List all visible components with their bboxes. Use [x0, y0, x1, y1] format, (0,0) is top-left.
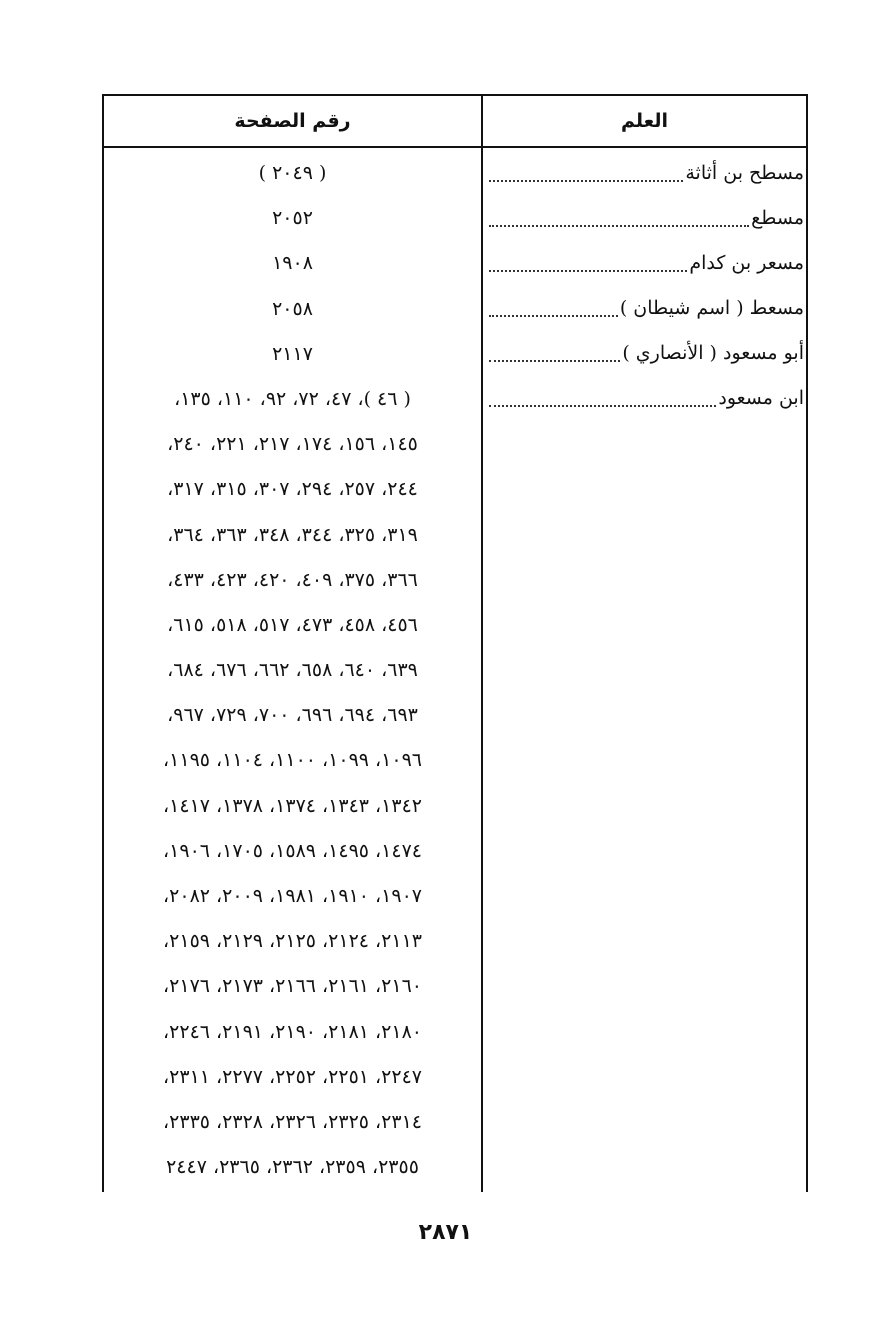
page-numbers-row: ٢١١٣، ٢١٢٤، ٢١٢٥، ٢١٢٩، ٢١٥٩، — [163, 930, 422, 953]
page-numbers-row: ١٣٤٢، ١٣٤٣، ١٣٧٤، ١٣٧٨، ١٤١٧، — [163, 794, 422, 817]
leader-dots — [489, 225, 749, 227]
name-entry — [483, 201, 806, 246]
header-pages-column: رقم الصفحة — [234, 110, 351, 132]
page-numbers-row: ( ٤٦ )، ٤٧، ٧٢، ٩٢، ١١٠، ١٣٥، — [174, 387, 411, 410]
page-number: ٢٨٧١ — [418, 1220, 473, 1245]
page-numbers-row: ( ٢٠٤٩ ) — [258, 162, 327, 184]
page-numbers-row: ٣٦٦، ٣٧٥، ٤٠٩، ٤٢٠، ٤٢٣، ٤٣٣، — [167, 568, 418, 591]
leader-dots — [489, 405, 716, 407]
page-numbers-row: ٢١٨٠، ٢١٨١، ٢١٩٠، ٢١٩١، ٢٢٤٦، — [163, 1020, 422, 1043]
page-numbers-row: ٢٠٥٢ — [272, 207, 313, 230]
name-text: مسعر بن كدام — [689, 252, 804, 274]
name-entry — [483, 156, 806, 201]
name-entry — [483, 381, 806, 426]
name-text: أبو مسعود ( الأنصاري ) — [622, 342, 804, 364]
page-numbers-row: ٤٥٦، ٤٥٨، ٤٧٣، ٥١٧، ٥١٨، ٦١٥، — [167, 613, 418, 636]
name-text: مسطع — [751, 207, 804, 229]
page-numbers-row: ٣١٩، ٣٢٥، ٣٤٤، ٣٤٨، ٣٦٣، ٣٦٤، — [167, 523, 418, 546]
page-numbers-row: ١٤٧٤، ١٤٩٥، ١٥٨٩، ١٧٠٥، ١٩٠٦، — [163, 839, 422, 862]
names-list — [483, 156, 806, 426]
name-entry — [483, 246, 806, 291]
page-numbers-row: ٢٢٤٧، ٢٢٥١، ٢٢٥٢، ٢٢٧٧، ٢٣١١، — [163, 1065, 422, 1088]
page-numbers-row: ١٩٠٧، ١٩١٠، ١٩٨١، ٢٠٠٩، ٢٠٨٢، — [163, 885, 422, 907]
page-numbers-row: ٢١٦٠، ٢١٦١، ٢١٦٦، ٢١٧٣، ٢١٧٦، — [163, 975, 422, 998]
name-text: مسعط ( اسم شيطان ) — [619, 297, 804, 319]
page-numbers-row: ٦٩٣، ٦٩٤، ٦٩٦، ٧٠٠، ٧٢٩، ٩٦٧، — [167, 704, 418, 727]
name-text: مسطح بن أثاثة — [685, 162, 804, 184]
page-numbers-row: ٢٣٥٥، ٢٣٥٩، ٢٣٦٢، ٢٣٦٥، ٢٤٤٧ — [166, 1156, 419, 1179]
pages-list — [106, 156, 479, 1195]
name-entry — [483, 336, 806, 381]
name-text: ابن مسعود — [718, 387, 804, 409]
page-numbers-row: ١٠٩٦، ١٠٩٩، ١١٠٠، ١١٠٤، ١١٩٥، — [163, 749, 422, 772]
leader-dots — [489, 315, 618, 317]
name-entry — [483, 291, 806, 336]
page-numbers-row: ١٩٠٨ — [272, 252, 313, 275]
page-numbers-row: ٢٤٤، ٢٥٧، ٢٩٤، ٣٠٧، ٣١٥، ٣١٧، — [167, 478, 418, 501]
page-numbers-row: ٦٣٩، ٦٤٠، ٦٥٨، ٦٦٢، ٦٧٦، ٦٨٤، — [167, 659, 418, 682]
index-table — [102, 94, 808, 1192]
header-rule — [104, 146, 806, 148]
leader-dots — [489, 180, 683, 182]
page-numbers-row: ١٤٥، ١٥٦، ١٧٤، ٢١٧، ٢٢١، ٢٤٠، — [167, 433, 418, 456]
page-numbers-row: ٢١١٧ — [272, 342, 313, 365]
page-numbers-row: ٢٠٥٨ — [272, 297, 313, 320]
leader-dots — [489, 270, 687, 272]
page-numbers-row: ٢٣١٤، ٢٣٢٥، ٢٣٢٦، ٢٣٢٨، ٢٣٣٥، — [163, 1110, 422, 1133]
header-name-column: العلم — [620, 110, 669, 132]
leader-dots — [489, 360, 620, 362]
